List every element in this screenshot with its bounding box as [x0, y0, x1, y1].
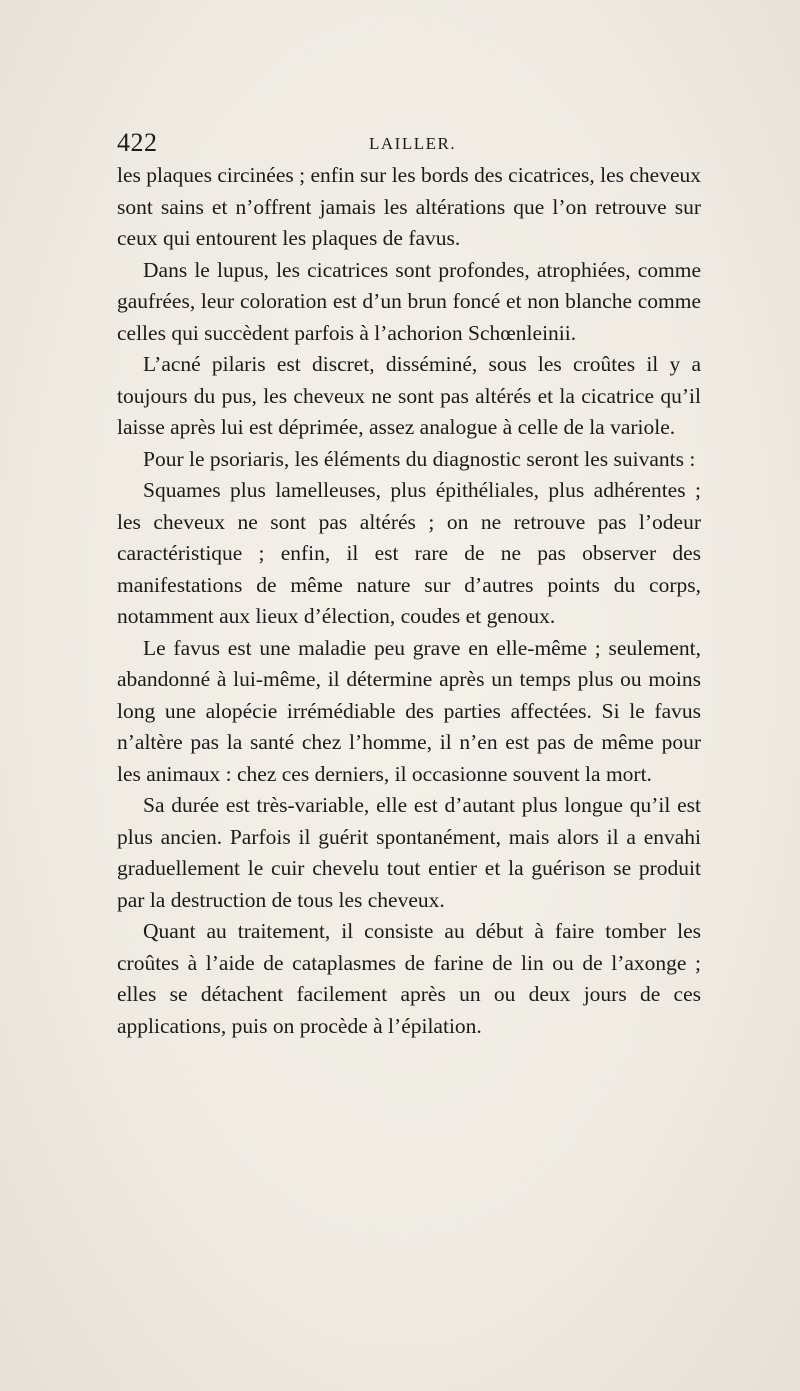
running-head: LAILLER.: [369, 134, 457, 153]
paragraph-psoriasis-elements: Squames plus lamelleuses, plus épithéliales, plus adhérentes ; les cheveux ne sont pas altérés ; on ne retrouve pas l’odeur caractéristique ; enfin, il est rare de ne pas observer des manifestations de même nature sur d’autres points du corps, notamment aux lieux d’élection, coudes et genoux.: [117, 478, 701, 628]
paragraph-lupus: Dans le lupus, les cicatrices sont profondes, atrophiées, comme gaufrées, leur coloration est d’un brun foncé et non blanche comme celles qui succèdent parfois à l’achorion Schœnleinii.: [117, 257, 701, 345]
paragraph-favus-duration: Sa durée est très-variable, elle est d’autant plus longue qu’il est plus ancien. Parfois il guérit spontanément, mais alors il a envahi graduellement le cuir chevelu tout entier et la guérison se produit par la destruction de tous les cheveux.: [117, 793, 701, 912]
page-header: [117, 128, 701, 158]
page-number: 422: [117, 128, 158, 157]
paragraph-continuation: les plaques circinées ; enfin sur les bords des cicatrices, les cheveux sont sains et n’offrent jamais les altérations que l’on retrouve sur ceux qui entourent les plaques de favus.: [117, 163, 701, 250]
body-text: [117, 160, 701, 1042]
paragraph-psoriasis-intro: Pour le psoriaris, les éléments du diagnostic seront les suivants :: [143, 446, 696, 471]
paragraph-treatment: Quant au traitement, il consiste au début à faire tomber les croûtes à l’aide de cataplasmes de farine de lin ou de l’axonge ; elles se détachent facilement après un ou deux jours de ces applications, puis on procède à l’épilation.: [117, 919, 701, 1038]
paragraph-favus-gravity: Le favus est une maladie peu grave en elle-même ; seulement, abandonné à lui-même, il détermine après un temps plus ou moins long une alopécie irrémédiable des parties affectées. Si le favus n’altère pas la santé chez l’homme, il n’en est pas de même pour les animaux : chez ces derniers, il occasionne souvent la mort.: [117, 635, 701, 786]
paragraph-acne-pilaris: L’acné pilaris est discret, disséminé, sous les croûtes il y a toujours du pus, les cheveux ne sont pas altérés et la cicatrice qu’il laisse après lui est déprimée, assez analogue à celle de la variole.: [117, 352, 701, 439]
